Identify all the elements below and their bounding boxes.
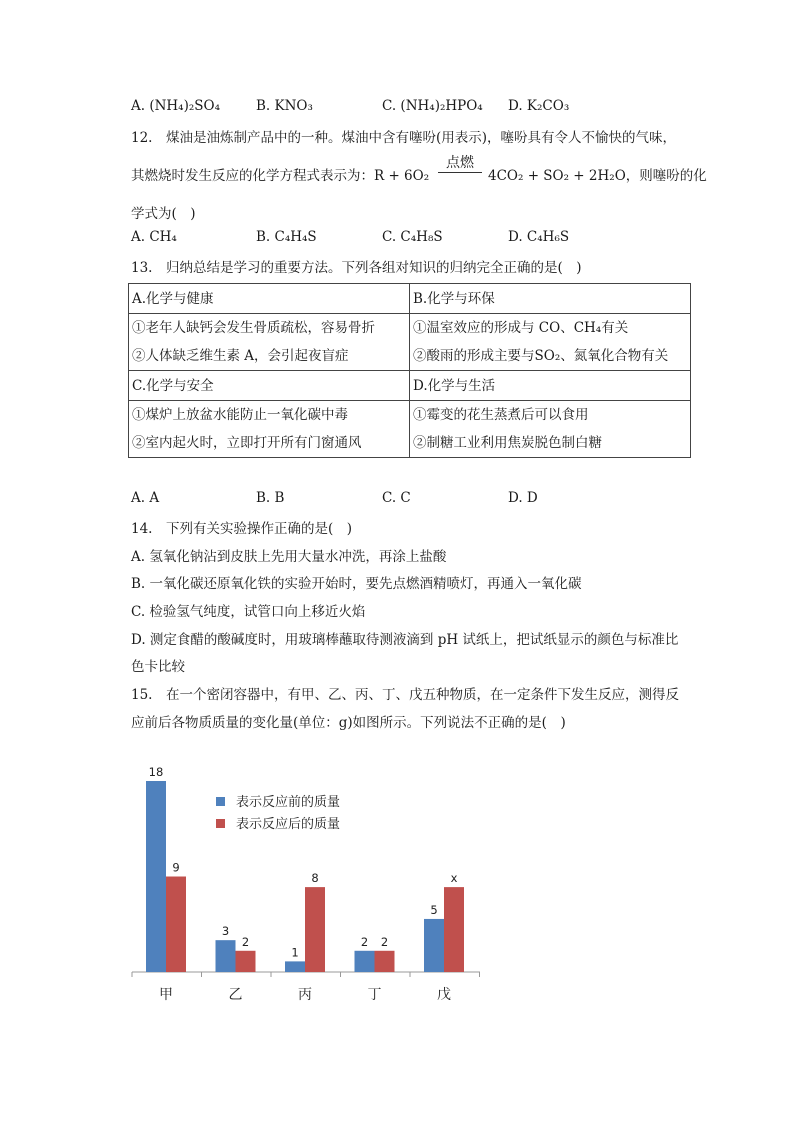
q15-stem-line2: 应前后各物质质量的变化量(单位：g)如图所示。下列说法不正确的是( ) <box>131 715 566 731</box>
q14-stem: 14. 下列有关实验操作正确的是( ) <box>131 521 353 537</box>
bar-after <box>166 877 186 973</box>
q12-option-a: A. CH₄ <box>131 229 177 245</box>
bar-after <box>375 951 395 972</box>
bar-before <box>355 951 375 972</box>
q13-stem: 13. 归纳总结是学习的重要方法。下列各组对知识的归纳完全正确的是( ) <box>131 260 582 276</box>
q12-option-d: D. C₄H₆S <box>508 229 570 245</box>
bar-before <box>216 940 236 972</box>
x-tick-label: 丁 <box>367 987 382 1003</box>
x-tick-label: 戊 <box>437 987 451 1003</box>
cell-c-title: C.化学与安全 <box>129 371 410 401</box>
q14-option-d-line2: 色卡比较 <box>131 659 185 675</box>
cell-c-item2: ②室内起火时，立即打开所有门窗通风 <box>132 435 362 451</box>
legend-swatch-before <box>216 797 225 806</box>
q11-option-b: B. KNO₃ <box>256 98 313 114</box>
cell-a-item1: ①老年人缺钙会发生骨质疏松，容易骨折 <box>132 320 375 336</box>
q11-option-a: A. (NH₄)₂SO₄ <box>131 98 221 114</box>
q14-option-c: C. 检验氢气纯度，试管口向上移近火焰 <box>131 604 366 620</box>
cell-a-item2: ②人体缺乏维生素 A，会引起夜盲症 <box>132 348 349 364</box>
q12-stem-line1: 12. 煤油是油炼制产品中的一种。煤油中含有噻吩(用表示)，噻吩具有令人不愉快的气味， <box>131 130 677 146</box>
q15-stem-line1: 15. 在一个密闭容器中，有甲、乙、丙、丁、戊五种物质，在一定条件下发生反应，测得反 <box>131 687 679 703</box>
bar-after <box>236 951 256 972</box>
data-label-before: 5 <box>430 902 438 917</box>
cell-d-item2: ②制糖工业利用焦炭脱色制白糖 <box>413 435 602 451</box>
x-tick-label: 乙 <box>228 987 243 1003</box>
x-tick-label: 丙 <box>298 987 312 1003</box>
data-label-before: 1 <box>291 945 299 960</box>
data-label-after: x <box>450 871 458 886</box>
cell-b-title: B.化学与环保 <box>410 284 691 314</box>
q14-option-a: A. 氢氧化钠沾到皮肤上先用大量水冲洗，再涂上盐酸 <box>131 549 447 565</box>
q12-stem-line2b: 4CO₂ + SO₂ + 2H₂O，则噻吩的化 <box>488 168 707 184</box>
data-label-before: 2 <box>360 934 369 949</box>
q13-option-c: C. C <box>382 490 411 506</box>
x-tick-label: 甲 <box>159 987 173 1003</box>
cell-d-item1: ①霉变的花生蒸煮后可以食用 <box>413 407 589 423</box>
legend-swatch-after <box>216 819 225 828</box>
q13-option-b: B. B <box>256 490 285 506</box>
legend-label-before: 表示反应前的质量 <box>236 795 341 810</box>
cell-b-item1: ①温室效应的形成与 CO、CH₄有关 <box>413 320 629 336</box>
bar-before <box>424 919 444 972</box>
data-label-after: 2 <box>380 934 389 949</box>
cell-b-item2: ②酸雨的形成主要与SO₂、氮氧化合物有关 <box>413 348 669 364</box>
bar-after <box>444 887 464 972</box>
cell-c-item1: ①煤炉上放盆水能防止一氧化碳中毒 <box>132 407 348 423</box>
data-label-after: 2 <box>241 934 250 949</box>
q12-reaction-condition: 点燃 <box>446 155 474 171</box>
q14-option-b: B. 一氧化碳还原氧化铁的实验开始时，要先点燃酒精喷灯，再通入一氧化碳 <box>131 576 582 592</box>
cell-a-title: A.化学与健康 <box>129 284 410 314</box>
bar-before <box>285 961 305 972</box>
legend-label-after: 表示反应后的质量 <box>236 817 341 832</box>
q13-option-d: D. D <box>508 490 538 506</box>
q14-option-d-line1: D. 测定食醋的酸碱度时，用玻璃棒蘸取待测液滴到 pH 试纸上，把试纸显示的颜色与标准比 <box>131 632 679 648</box>
q12-stem-line3: 学式为( ) <box>131 206 196 222</box>
q12-option-c: C. C₄H₈S <box>382 229 443 245</box>
q12-option-b: B. C₄H₄S <box>256 229 317 245</box>
bar-after <box>305 887 325 972</box>
data-label-before: 18 <box>148 765 164 779</box>
data-label-before: 3 <box>221 924 230 939</box>
q11-option-c: C. (NH₄)₂HPO₄ <box>382 98 483 114</box>
data-label-after: 8 <box>311 871 319 886</box>
q12-stem-line2a: 其燃烧时发生反应的化学方程式表示为：R + 6O₂ <box>131 168 430 184</box>
data-label-after: 9 <box>172 860 180 875</box>
cell-d-title: D.化学与生活 <box>410 371 691 401</box>
q13-option-a: A. A <box>131 490 160 506</box>
q11-option-d: D. K₂CO₃ <box>508 98 570 114</box>
bar-before <box>146 781 166 972</box>
